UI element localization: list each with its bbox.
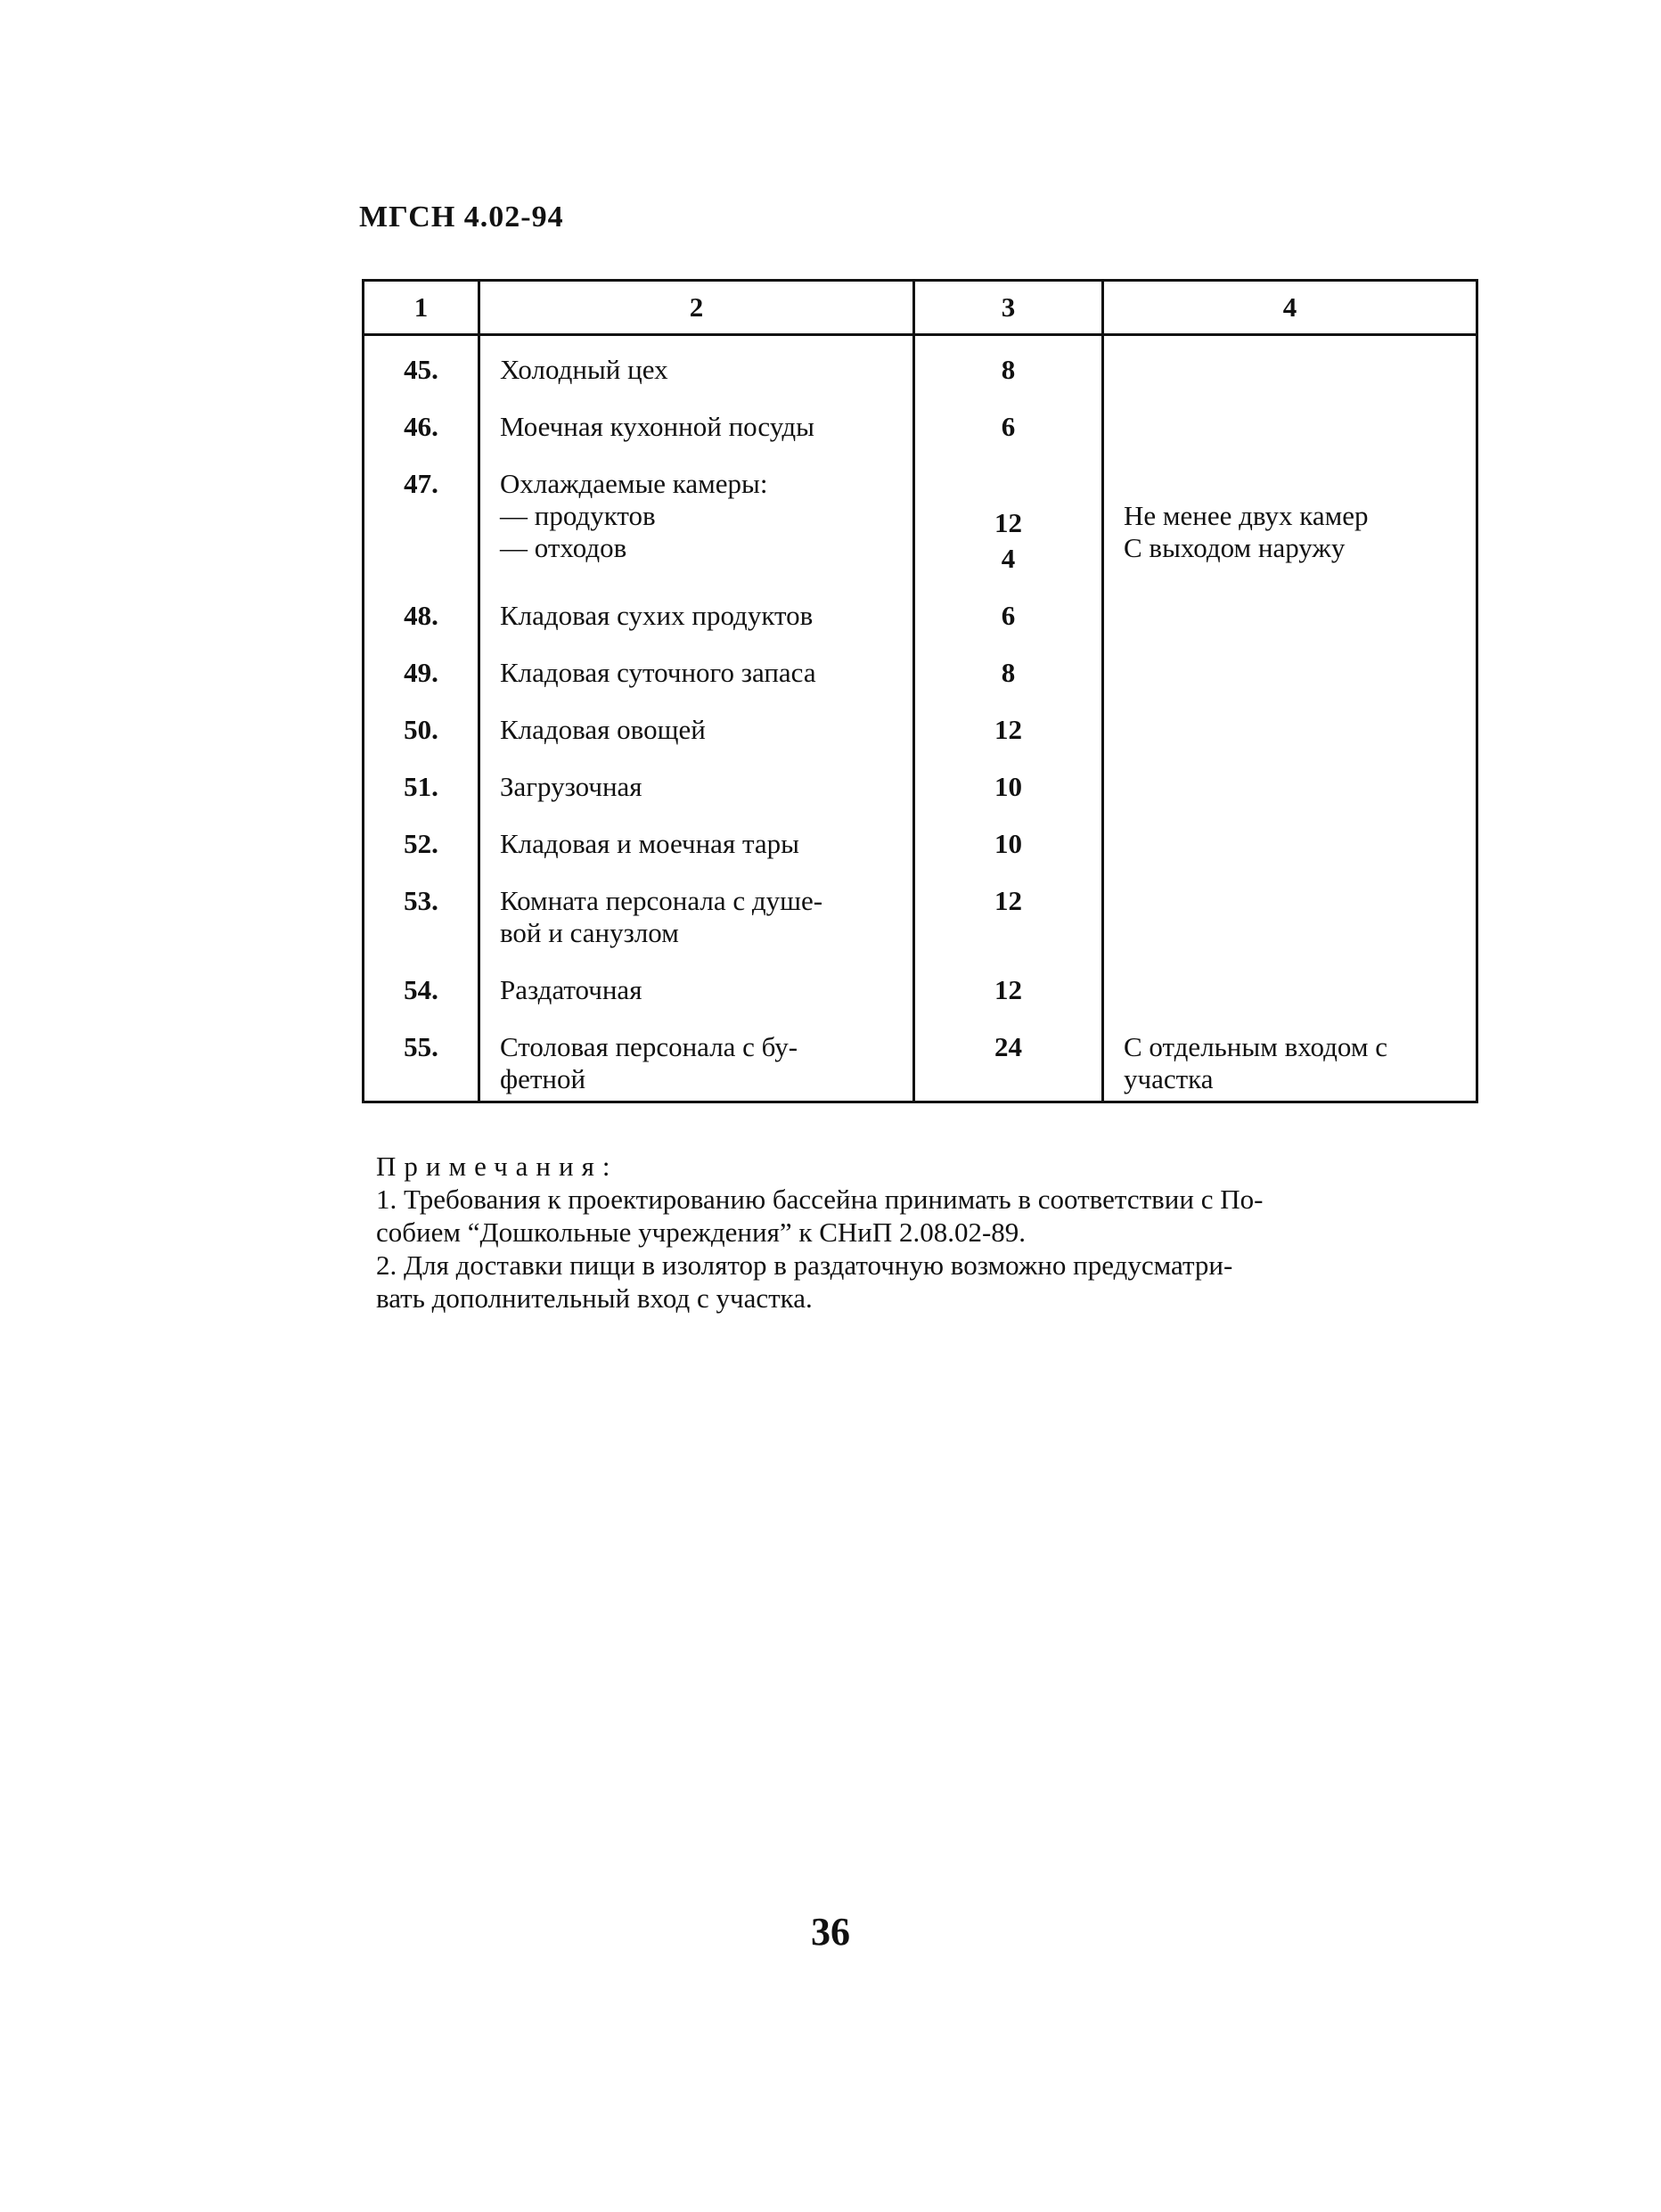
- norm-value: 6: [914, 575, 1103, 632]
- norm-value: 12: [914, 860, 1103, 949]
- room-name: Кладовая суточного запаса: [479, 632, 914, 689]
- norm-value: 12: [914, 949, 1103, 1006]
- note-item: [376, 1183, 1472, 1249]
- row-number: 51.: [364, 746, 479, 803]
- row-number: 48.: [364, 575, 479, 632]
- room-name: Моечная кухонной посуды: [479, 386, 914, 443]
- room-name-main: Охлаждаемые камеры:: [500, 468, 768, 499]
- room-name-line: вой и санузлом: [500, 917, 679, 948]
- notes-section: [376, 1150, 1472, 1315]
- note-line: С выходом наружу: [1124, 532, 1346, 563]
- row-note: [1103, 1006, 1477, 1102]
- room-name: Загрузочная: [479, 746, 914, 803]
- row-number: 54.: [364, 949, 479, 1006]
- table-header-row: [364, 281, 1477, 335]
- note-line: С отдельным входом с: [1124, 1031, 1387, 1062]
- row-note: [1103, 632, 1477, 689]
- row-number: 55.: [364, 1006, 479, 1102]
- column-header: 2: [479, 281, 914, 335]
- room-name-line: Столовая персонала с бу-: [500, 1031, 798, 1062]
- row-number: 45.: [364, 335, 479, 387]
- table-row: [364, 443, 1477, 575]
- room-name: Кладовая и моечная тары: [479, 803, 914, 860]
- norm-value: 10: [914, 803, 1103, 860]
- document-code: МГСН 4.02-94: [359, 201, 564, 233]
- norm-value: 10: [914, 746, 1103, 803]
- note-item-line: 1. Требования к проектированию бассейна принимать в соответствии с По-: [376, 1184, 1264, 1215]
- row-note: [1103, 860, 1477, 949]
- table-row: [364, 746, 1477, 803]
- norm-value: 24: [914, 1006, 1103, 1102]
- table-row: [364, 949, 1477, 1006]
- column-header: 4: [1103, 281, 1477, 335]
- rooms-table: [362, 279, 1478, 1103]
- norm-value: 12: [914, 689, 1103, 746]
- norm-value: 8: [914, 335, 1103, 387]
- room-name: [479, 443, 914, 575]
- table-row: [364, 335, 1477, 387]
- norm-value: 6: [914, 386, 1103, 443]
- row-note: [1103, 443, 1477, 575]
- note-item-line: собием “Дошкольные учреждения” к СНиП 2.08.02-89.: [376, 1217, 1027, 1248]
- row-number: 47.: [364, 443, 479, 575]
- page-number: 36: [811, 1910, 850, 1954]
- row-note: [1103, 386, 1477, 443]
- notes-title: Примечания:: [376, 1151, 618, 1182]
- sub-norm-value: 4: [1001, 543, 1016, 574]
- row-note: [1103, 689, 1477, 746]
- row-note: [1103, 746, 1477, 803]
- norm-value: [914, 443, 1103, 575]
- row-number: 53.: [364, 860, 479, 949]
- table-row: [364, 803, 1477, 860]
- room-name: Кладовая овощей: [479, 689, 914, 746]
- row-number: 50.: [364, 689, 479, 746]
- sub-item-name: — продуктов: [500, 500, 656, 531]
- table-row: [364, 689, 1477, 746]
- table-row: [364, 575, 1477, 632]
- note-line: участка: [1124, 1063, 1214, 1094]
- table-row: [364, 386, 1477, 443]
- sub-item-name: — отходов: [500, 532, 627, 563]
- row-number: 52.: [364, 803, 479, 860]
- row-note: [1103, 575, 1477, 632]
- table-row: [364, 860, 1477, 949]
- row-note: [1103, 335, 1477, 387]
- room-name: Кладовая сухих продуктов: [479, 575, 914, 632]
- norm-value: 8: [914, 632, 1103, 689]
- room-name-line: фетной: [500, 1063, 586, 1094]
- column-header: 3: [914, 281, 1103, 335]
- room-name: [479, 860, 914, 949]
- note-item: [376, 1249, 1472, 1315]
- note-item-line: 2. Для доставки пищи в изолятор в раздаточную возможно предусматри-: [376, 1249, 1233, 1281]
- room-name: Холодный цех: [479, 335, 914, 387]
- note-item-line: вать дополнительный вход с участка.: [376, 1282, 813, 1314]
- row-note: [1103, 949, 1477, 1006]
- room-name: [479, 1006, 914, 1102]
- room-name-line: Комната персонала с душе-: [500, 885, 823, 916]
- note-line: Не менее двух камер: [1124, 500, 1369, 531]
- row-number: 49.: [364, 632, 479, 689]
- table-row: [364, 632, 1477, 689]
- sub-norm-value: 12: [994, 507, 1022, 538]
- column-header: 1: [364, 281, 479, 335]
- table-row: [364, 1006, 1477, 1102]
- room-name: Раздаточная: [479, 949, 914, 1006]
- row-note: [1103, 803, 1477, 860]
- row-number: 46.: [364, 386, 479, 443]
